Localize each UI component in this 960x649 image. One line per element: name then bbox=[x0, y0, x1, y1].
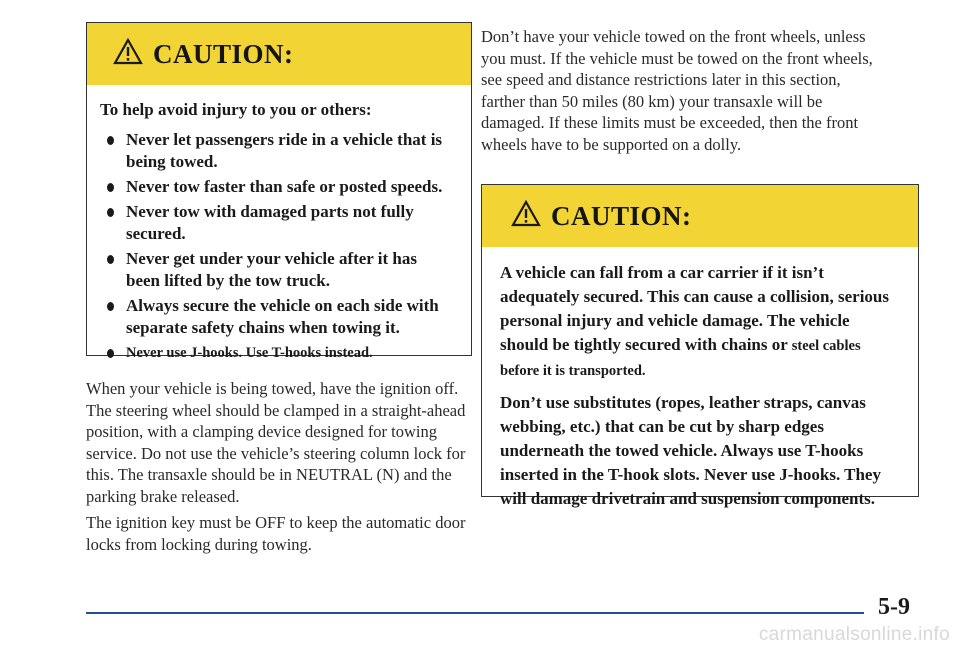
bullet-icon bbox=[107, 208, 114, 217]
bullet-icon bbox=[107, 136, 114, 145]
car-carrier-warning: A vehicle can fall from a car carrier if it isn’t adequately secured. This can cause a collision, serious personal injury and vehicle damage. The vehicle should be tightly secured with chains or steel cables before it is transported. bbox=[500, 263, 889, 379]
door-locks-paragraph: The ignition key must be OFF to keep the automatic door locks from locking during towing. bbox=[86, 513, 466, 554]
right-caution-header bbox=[482, 185, 918, 247]
bullet-icon bbox=[107, 302, 114, 311]
footer-rule bbox=[86, 612, 864, 614]
right-caution-box bbox=[481, 184, 919, 508]
warning-triangle-icon bbox=[511, 200, 541, 232]
caution-item: Never tow faster than safe or posted speeds. bbox=[100, 176, 455, 198]
front-wheels-paragraph: Don’t have your vehicle towed on the front wheels, unless you must. If the vehicle must be towed on the front wheels, see speed and distance restrictions later in this section, farther than 50 miles (80 km) your transaxle will be damaged. If these limits must be exceeded, then the front wheels have to be supported on a dolly. bbox=[481, 27, 873, 154]
caution-item: Never use J-hooks. Use T-hooks instead. bbox=[100, 342, 455, 364]
right-caution-body bbox=[482, 247, 918, 511]
bullet-icon bbox=[107, 183, 114, 192]
warning-triangle-icon bbox=[113, 38, 143, 70]
left-caution-intro: To help avoid injury to you or others: bbox=[100, 100, 372, 119]
substitutes-warning: Don’t use substitutes (ropes, leather straps, canvas webbing, etc.) that can be cut by sharp edges underneath the towed vehicle. Always use T-hooks inserted in the T-hook slots. Never use J-hooks. They will damage drivetrain and suspension components. bbox=[500, 393, 881, 508]
caution-item: Never get under your vehicle after it has been lifted by the tow truck. bbox=[100, 248, 455, 292]
page-number: 5-9 bbox=[878, 594, 910, 620]
towing-ignition-paragraph: When your vehicle is being towed, have the ignition off. The steering wheel should be clamped in a straight-ahead position, with a clamping device designed for towing service. Do not use the vehicle’s steering column lock for this. The transaxle should be in NEUTRAL (N) and the parking brake released. bbox=[86, 379, 466, 506]
left-caution-header bbox=[87, 23, 471, 85]
bullet-icon bbox=[107, 255, 114, 264]
left-caution-body bbox=[87, 85, 471, 364]
caution-item: Never let passengers ride in a vehicle that is being towed. bbox=[100, 129, 455, 173]
caution-item: Always secure the vehicle on each side with separate safety chains when towing it. bbox=[100, 295, 455, 339]
left-caution-title: CAUTION: bbox=[153, 38, 294, 69]
right-caution-title: CAUTION: bbox=[551, 200, 692, 231]
left-caution-box bbox=[86, 22, 472, 361]
left-caution-list bbox=[100, 129, 455, 364]
watermark-text: carmanualsonline.info bbox=[758, 624, 950, 645]
caution-item: Never tow with damaged parts not fully secured. bbox=[100, 201, 455, 245]
bullet-icon bbox=[107, 349, 114, 358]
